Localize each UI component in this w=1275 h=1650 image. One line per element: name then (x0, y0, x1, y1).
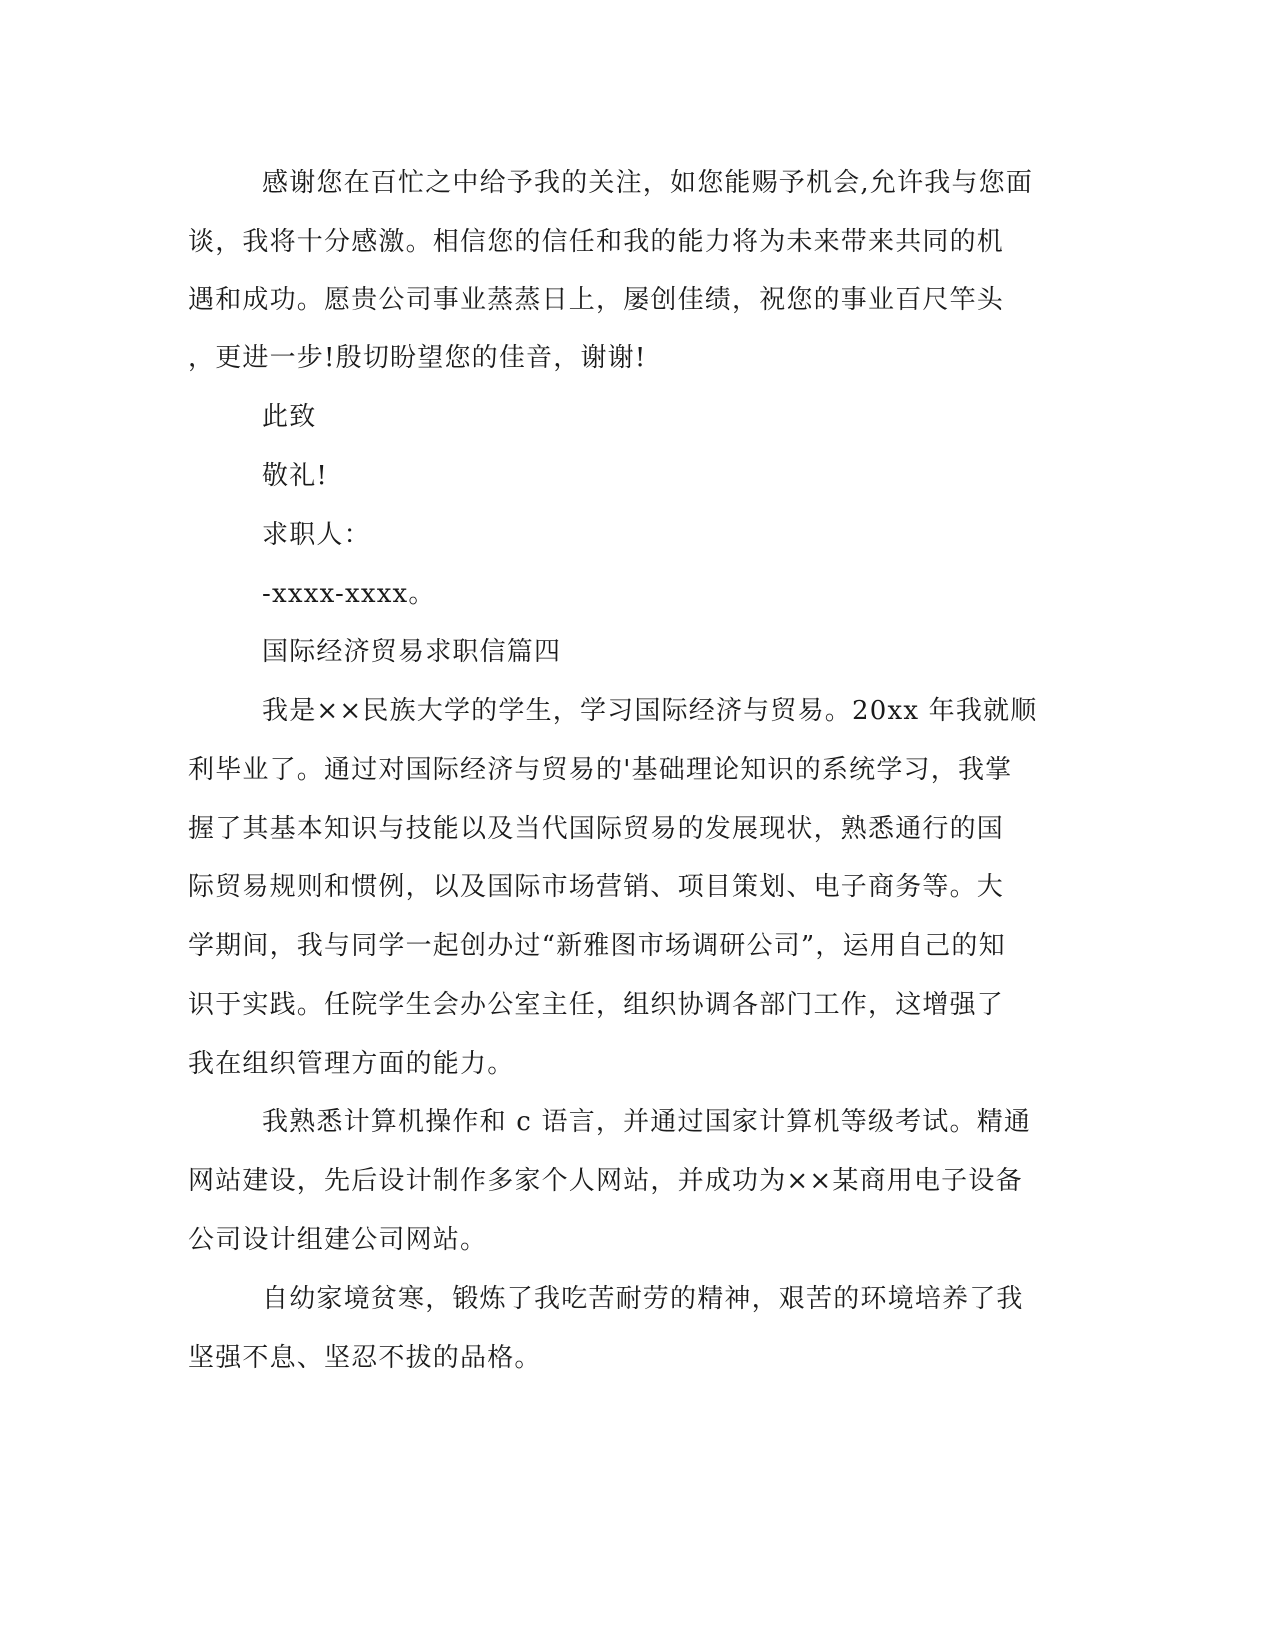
paragraph-line: 际贸易规则和惯例，以及国际市场营销、项目策划、电子商务等。大 (188, 872, 1005, 902)
paragraph-line: 公司设计组建公司网站。 (188, 1225, 488, 1255)
paragraph-line: 感谢您在百忙之中给予我的关注，如您能赐予机会,允许我与您面 (262, 168, 1034, 198)
closing-line: 敬礼! (262, 461, 329, 491)
paragraph-line: 我是××民族大学的学生，学习国际经济与贸易。20xx 年我就顺 (262, 696, 1038, 726)
section-heading: 国际经济贸易求职信篇四 (262, 637, 562, 667)
closing-line: 此致 (262, 402, 317, 432)
paragraph-line: 网站建设，先后设计制作多家个人网站，并成功为××某商用电子设备 (188, 1166, 1023, 1196)
paragraph-line: 自幼家境贫寒，锻炼了我吃苦耐劳的精神，艰苦的环境培养了我 (262, 1284, 1024, 1314)
paragraph-line: 遇和成功。愿贵公司事业蒸蒸日上，屡创佳绩，祝您的事业百尺竿头 (188, 285, 1005, 315)
paragraph-line: 利毕业了。通过对国际经济与贸易的'基础理论知识的系统学习，我掌 (188, 755, 1013, 785)
paragraph-line: ，更进一步!殷切盼望您的佳音，谢谢! (188, 343, 647, 373)
paragraph-line: 我熟悉计算机操作和 c 语言，并通过国家计算机等级考试。精通 (262, 1107, 1032, 1137)
paragraph-line: 学期间，我与同学一起创办过“新雅图市场调研公司”，运用自己的知 (188, 931, 1006, 961)
paragraph-line: 握了其基本知识与技能以及当代国际贸易的发展现状，熟悉通行的国 (188, 814, 1005, 844)
paragraph-line: 我在组织管理方面的能力。 (188, 1049, 515, 1079)
paragraph-line: 识于实践。任院学生会办公室主任，组织协调各部门工作，这增强了 (188, 990, 1005, 1020)
signature-date: -xxxx-xxxx。 (262, 579, 436, 609)
signature-label: 求职人： (262, 520, 371, 550)
paragraph-line: 谈，我将十分感激。相信您的信任和我的能力将为未来带来共同的机 (188, 227, 1005, 257)
paragraph-line: 坚强不息、坚忍不拔的品格。 (188, 1343, 542, 1373)
